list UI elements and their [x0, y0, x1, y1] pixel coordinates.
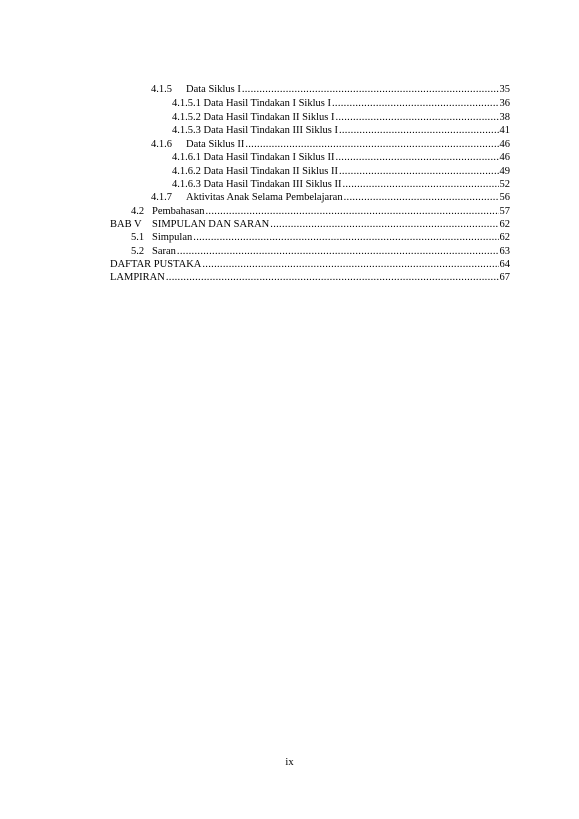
toc-entry-page: 57 [499, 206, 510, 217]
toc-entry-lampiran [110, 270, 510, 284]
toc-entry-number: 5.1 [131, 232, 145, 243]
dot-leader [332, 98, 499, 110]
toc-entry-title: 4.1.6.3 Data Hasil Tindakan III Siklus II [172, 179, 342, 190]
toc-entry-5-2 [131, 244, 510, 258]
toc-entry-4-1-6-3 [172, 177, 510, 191]
toc-entry-4-1-6-1 [172, 150, 510, 164]
dot-leader [193, 232, 498, 244]
toc-entry-number: 4.1.7 [151, 192, 172, 203]
toc-entry-number: BAB V [110, 219, 142, 230]
toc-entry-4-1-5-3 [172, 123, 510, 137]
toc-entry-4-1-6 [151, 137, 510, 151]
toc-entry-title: Data Siklus II [186, 139, 245, 150]
toc-entry-4-1-5-1 [172, 96, 510, 110]
toc-entry-title: DAFTAR PUSTAKA [110, 259, 202, 270]
dot-leader [344, 192, 499, 204]
toc-entry-page: 46 [499, 139, 510, 150]
toc-entry-daftar-pustaka [110, 257, 510, 271]
toc-entry-number: 5.2 [131, 246, 145, 257]
toc-entry-title: LAMPIRAN [110, 272, 165, 283]
toc-entry-number: 4.2 [131, 206, 145, 217]
toc-entry-page: 63 [499, 246, 510, 257]
toc-entry-page: 41 [499, 125, 510, 136]
toc-entry-title: 4.1.6.2 Data Hasil Tindakan II Siklus II [172, 166, 338, 177]
toc-entry-5-1 [131, 230, 510, 244]
dot-leader [335, 152, 498, 164]
toc-entry-page: 56 [499, 192, 510, 203]
toc-entry-title: Saran [152, 246, 176, 257]
toc-entry-title: 4.1.5.3 Data Hasil Tindakan III Siklus I [172, 125, 338, 136]
toc-entry-title: SIMPULAN DAN SARAN [152, 219, 270, 230]
toc-entry-page: 49 [499, 166, 510, 177]
toc-entry-title: Data Siklus I [186, 84, 241, 95]
dot-leader [339, 125, 499, 137]
dot-leader [166, 272, 499, 284]
toc-entry-title: Simpulan [152, 232, 193, 243]
toc-entry-page: 46 [499, 152, 510, 163]
toc-entry-page: 64 [499, 259, 510, 270]
toc-entry-4-1-5 [151, 82, 510, 96]
page-number: ix [285, 757, 294, 768]
toc-entry-bab-v [110, 217, 510, 231]
toc-entry-title: Aktivitas Anak Selama Pembelajaran [186, 192, 343, 203]
toc-entry-number: 4.1.6 [151, 139, 172, 150]
toc-entry-number: 4.1.5 [151, 84, 172, 95]
toc-entry-title: 4.1.6.1 Data Hasil Tindakan I Siklus II [172, 152, 335, 163]
toc-entry-page: 35 [499, 84, 510, 95]
toc-entry-page: 38 [499, 112, 510, 123]
toc-entry-page: 67 [499, 272, 510, 283]
toc-entry-title: 4.1.5.1 Data Hasil Tindakan I Siklus I [172, 98, 331, 109]
toc-entry-page: 62 [499, 219, 510, 230]
toc-entry-4-1-6-2 [172, 164, 510, 178]
toc-entry-title: Pembahasan [152, 206, 205, 217]
toc-entry-page: 36 [499, 98, 510, 109]
toc-entry-page: 62 [499, 232, 510, 243]
toc-entry-4-1-7 [151, 190, 510, 204]
dot-leader [242, 84, 499, 96]
toc-entry-page: 52 [499, 179, 510, 190]
toc-entry-title: 4.1.5.2 Data Hasil Tindakan II Siklus I [172, 112, 335, 123]
toc-entry-4-1-5-2 [172, 110, 510, 124]
toc-entry-4-2 [131, 204, 510, 218]
